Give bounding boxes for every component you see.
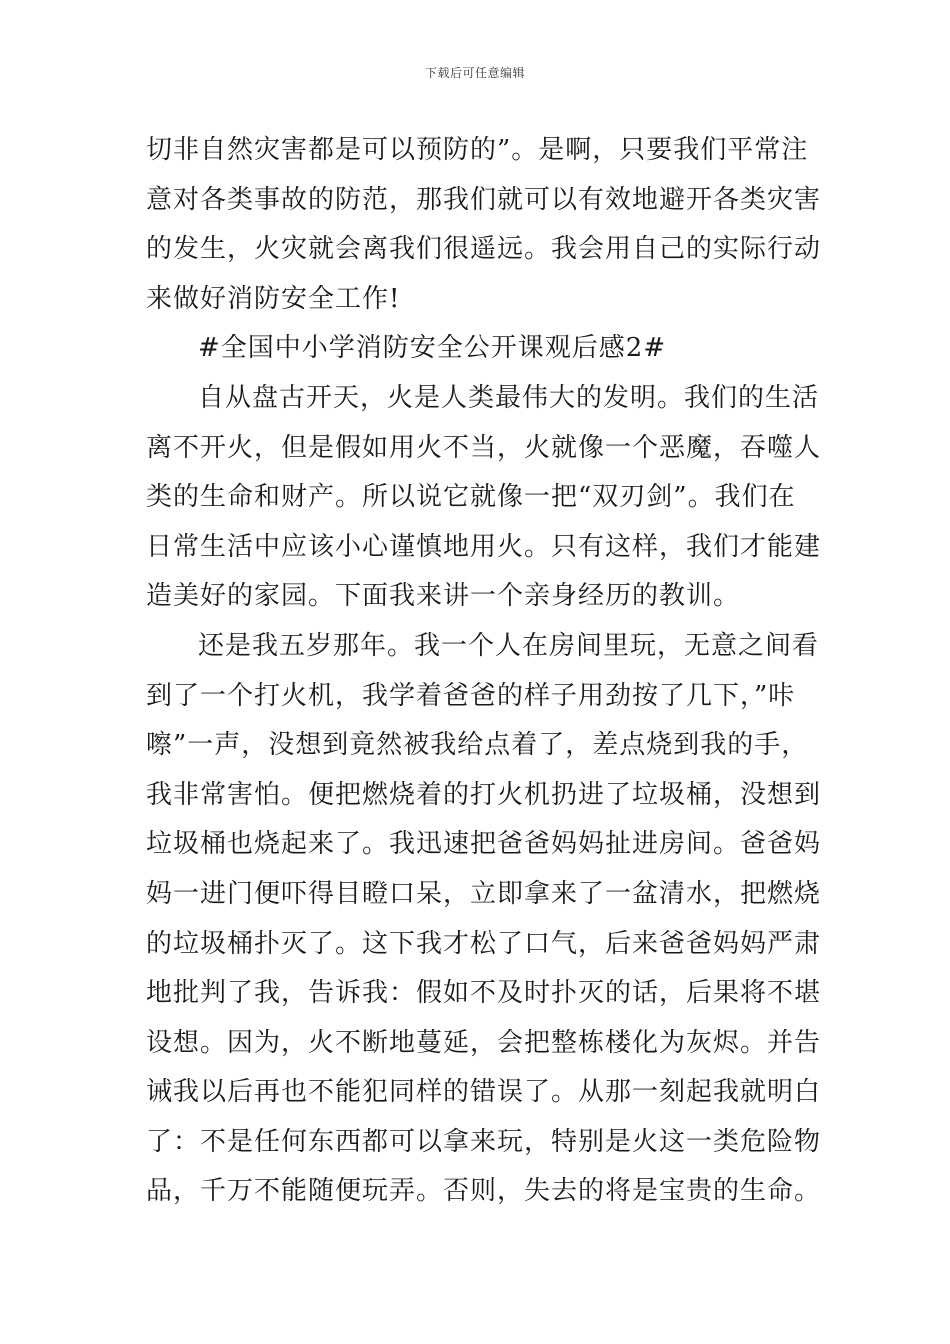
text-line: #全国中小学消防安全公开课观后感2# [198,333,667,364]
text-line: 诫我以后再也不能犯同样的错误了。从那一刻起我就明白 [146,1077,822,1108]
text-line: 垃圾桶也烧起来了。我迅速把爸爸妈妈扯进房间。爸爸妈 [146,829,822,860]
body-text [146,126,822,1217]
text-line: 离不开火，但是假如用火不当，火就像一个恶魔，吞噬人 [146,432,822,463]
text-line: 到了一个打火机，我学着爸爸的样子用劲按了几下，”咔 [146,680,796,711]
text-line: 品，千万不能随便玩弄。否则，失去的将是宝贵的生命。 [146,1176,822,1207]
text-line: 了：不是任何东西都可以拿来玩，特别是火这一类危险物 [146,1126,822,1157]
text-line: 的发生，火灾就会离我们很遥远。我会用自己的实际行动 [146,234,822,265]
page-header: 下载后可任意编辑 [424,66,525,80]
text-line: 还是我五岁那年。我一个人在房间里玩，无意之间看 [198,630,820,661]
text-line: 意对各类事故的防范，那我们就可以有效地避开各类灾害 [146,184,822,215]
text-line: 我非常害怕。便把燃烧着的打火机扔进了垃圾桶，没想到 [146,779,822,810]
text-line: 的垃圾桶扑灭了。这下我才松了口气，后来爸爸妈妈严肃 [146,928,822,959]
text-line: 类的生命和财产。所以说它就像一把“双刃剑”。我们在 [146,482,796,513]
text-line: 嚓”一声，没想到竟然被我给点着了，差点烧到我的手， [146,730,809,761]
text-line: 设想。因为，火不断地蔓延，会把整栋楼化为灰烬。并告 [146,1027,822,1058]
text-line: 妈一进门便吓得目瞪口呆，立即拿来了一盆清水，把燃烧 [146,878,822,909]
text-line: 自从盘古开天，火是人类最伟大的发明。我们的生活 [198,382,820,413]
text-line: 地批判了我，告诉我：假如不及时扑灭的话，后果将不堪 [146,978,822,1009]
text-line: 日常生活中应该小心谨慎地用火。只有这样，我们才能建 [146,531,822,562]
text-line: 来做好消防安全工作! [146,283,401,314]
text-line: 造美好的家园。下面我来讲一个亲身经历的教训。 [146,581,741,612]
text-line: 切非自然灾害都是可以预防的”。是啊，只要我们平常注 [146,135,809,165]
